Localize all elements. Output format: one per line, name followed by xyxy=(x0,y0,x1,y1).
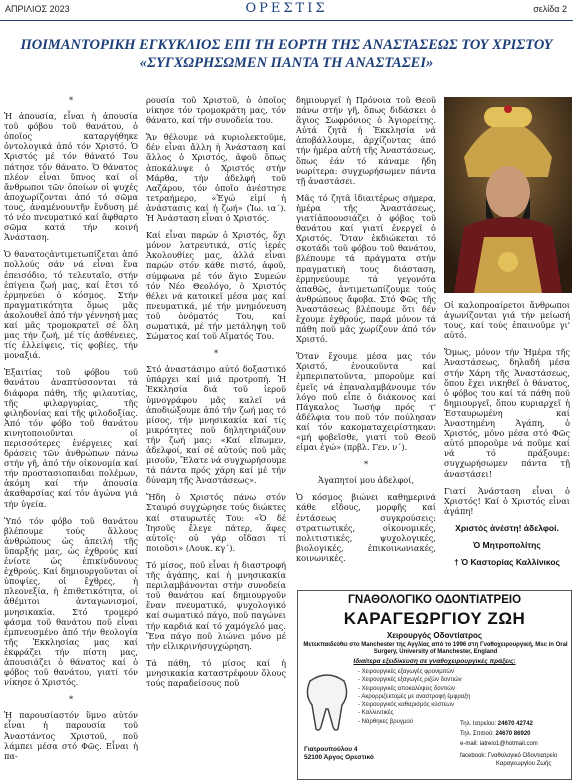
facebook-line1: Γναθολογικό Οδοντιατρείο xyxy=(487,753,558,759)
ad-facebook xyxy=(460,753,557,768)
ad-address xyxy=(304,746,374,762)
paragraph: Ἐξαιτίας τοῦ φόβου τοῦ θανάτου ἀναπτύσσονται τά διάφορα πάθη, τῆς φιλαυτίας, τῆς φιλαργυρίας, τῆς φιληδονίας καί τῆς φιλοδοξίας. Ἀπό τόν φόβο τοῦ θανάτου κινητοποιοῦνται οἱ περισσότερες ἐνέργειες καί δράσεις τῶν ἀνθρώπων πάνω στήν γῆ, ἀπό τήν οἰκονομία καί τήν προστασιοπαιδαι πολέμων, ἀκόμη καί τήν ἀπουσία ἀκαθαρσίας καί τόν ἀγώνα γιά τήν ὑγεία. xyxy=(4,367,138,509)
tel-label: Τηλ. Ιατρείου: xyxy=(460,721,497,727)
paragraph: Ὅμως, μόνον τήν Ἡμέρα τῆς Ἀναστάσεως, δηλαδή μέσα στήν Χάρη τῆς Ἀναστάσεως, ὅπου ἔχει νικηθεῖ ὁ θάνατος, ὁ φόβος του καί τά πάθη ποῦ δημιουργεῖ, ὅπου κυριαρχεῖ ἡ Ἐσταυρωμένη καί Ἀναστημένη Ἀγάπη, ὁ Χριστός, μόνο μέσα στό Φῶς αὐτό μποροῦμε νά ποῦμε καί νά τό πράξουμε: συγχωρήσωμεν πάντα τῇ ἀναστάσει! xyxy=(444,347,570,479)
list-item: - Χειρουργικές εξαγωγές ριζών δοντιών xyxy=(358,677,462,684)
bishop-photo xyxy=(444,97,572,293)
section-star: * xyxy=(363,459,369,470)
paragraph: Ἤδη ὁ Χριστός πάνω στόν Σταυρό συγχώρησε τούς διώκτες καί σταυρωτές Του: «Ὁ δέ Ἰησοῦς ἔλεγε πάτερ, ἄφες αὐτοῖς· οὐ γάρ οἴδασι τί ποιοῦσι» (Λουκ. κγ΄). xyxy=(146,492,286,553)
paragraph: Ὅταν ἔχουμε μέσα μας τόν Χριστό, ἑνοικοῦντα καί ἐμπεριπατοῦντα, μποροῦμε καί ἐμεῖς νά ἐπαναλαμβάνουμε τόν λόγο ποῦ εἶπε ὁ διάκονος καί Πάγκαλος Ἰωσήφ πρός τ' ἀδέλφια του ποῦ τόν πούλησαν καί τόν κακοματαχειρίστηκαν: «μή φοβεῖσθε, γιατί τοῦ Θεοῦ εἰμαι ἐγώ» (πρβλ. Γεν. ν΄). xyxy=(296,351,436,453)
paragraph: Ἡ παρουσίαστόν ὕμνο αὐτόν εἶναι ἡ παρουσία τοῦ Ἀναστάντος Χριστοῦ, ποῦ λάμπει μέσα στό Φῶς. Εἶναι ἡ πα- xyxy=(4,710,138,761)
signature-name: † Ὁ Καστορίας Καλλίνικος xyxy=(454,557,560,568)
section-star: * xyxy=(68,95,74,105)
ad-specialty: Ιδιαίτερα εξειδίκευση σε γναθοχειρουργικές πράξεις: xyxy=(353,658,516,665)
list-item: - Χειρουργικός καθαρισμός κύστεων xyxy=(358,702,454,709)
address-line2: 52100 Άργος Ορεστικό xyxy=(304,754,374,761)
paragraph: Καί εἶναι παρών ὁ Χριστός, ὄχι μόνον λατρευτικά, στίς ἱερές Ἀκολουθίες μας, ἀλλά εἶναι παρών στόν κάθε πιστό, ἀφοῦ, σύμφωνα μέ τόν ἅγιο Συμεών τόν Νέο Θεολόγο, ὁ Χριστός θέλει νά κατοικεῖ μέσα μας καί πνευματικά, μέ τήν μνημόνευση τοῦ ὀνόματός Του, καί σωματικά, μέ τήν μετάληψη τοῦ Σώματος καί τοῦ Αἵματός Του. xyxy=(146,230,286,342)
list-item: - Ακρορριζεκτομές με αναστροφή έμφραξη xyxy=(358,693,471,700)
column-1 xyxy=(4,95,138,768)
article-title: ΠΟΙΜΑΝΤΟΡΙΚΗ ΕΓΚΥΚΛΙΟΣ ΕΠΙ ΤΗ ΕΟΡΤΗ ΤΗΣ ΑΝΑΣΤΑΣΕΩΣ ΤΟΥ ΧΡΙΣΤΟΥ «ΣΥΓΧΩΡΗΣΩΜΕΝ ΠΑΝΤΑ ΤΗ ΑΝΑΣΤΑΣΕΙ» xyxy=(20,37,553,71)
masthead: ΟΡΕΣΤΙΣ xyxy=(245,1,328,16)
issue-date: ΑΠΡΙΛΙΟΣ 2023 xyxy=(5,4,70,14)
list-item: - Νάρθηκες βρυγμού xyxy=(358,718,414,725)
paragraph: Ἡ ἀπουσία, εἶναι ἡ ἀπουσία τοῦ φόβου τοῦ θανάτου, ὁ ὁποῖος καταργήθηκε ὀντολογικά ἀπό τόν Χριστό. Ὁ Χριστός μέ τόν θάνατό Του πάτησε τόν θάνατο. Ὁ θάνατος πλέον εἶναι ὕπνος καί οἱ ἄνθρωποι τῶν ὁποίων οἱ ψυχές ἀποχωρίζονται ἀπό τό σῶμα τους, ἀναμένουντῆν ἔνδυση μέ τό νέο πνευματικό καί ἄφθαρτο σῶμα κατά τήν κοινή Ἀνάσταση. xyxy=(4,111,138,243)
paragraph: Ἄν θέλουμε νά κυριολεκτοῦμε, δέν εἶναι ἄλλη ἡ Ἀνάσταση καί ἄλλος ὁ Χριστός, ἀφοῦ ὅπως ἀποκάλυψε ὁ Χριστός στήν Μάρθα, τήν ἀδελφή τοῦ Λαζάρου, τόν ὁποῖο ἀνέστησε τετραήμερο, «Ἐγώ εἰμί ἡ ἀνάστασις καί ἡ ζωή» (Ἰω. ια΄). Ἡ Ἀνάσταση εἶναι ὁ Χριστός. xyxy=(146,132,286,224)
ad-clinic-name: ΓΝΑΘΟΛΟΓΙΚΟ ΟΔΟΝΤΙΑΤΡΕΙΟ xyxy=(347,594,522,606)
list-item: - Καλλυντικές xyxy=(358,710,394,717)
column-4 xyxy=(444,300,570,574)
paragraph: Στό ἀναστάσιμο αὐτό δοξαστικό ὑπάρχει καί μιά προτροπή. Ἡ Ἐκκλησία διά τοῦ ἱεροῦ ὑμνογράφου μᾶς καλεῖ νά ἀποδιώξουμε ἀπό τήν ζωή μας τό μίσος, τήν μνησικακία καί τίς μικρότητες ποῦ δηλητηριάζουν τήν ζωή μας: «Καί εἴπωμεν, ἀδελφοί, καί σέ αὐτούς ποῦ μᾶς μισοῦν, Ἔλατε νά συγχωρήσουμε τά πάντα πρός χάρη καί μέ τήν δύναμη τῆς Ἀναστάσεως». xyxy=(146,364,286,486)
ad-contact xyxy=(460,719,538,749)
paragraph: Ὑπό τόν φόβο τοῦ θανάτου βλέπουμε τούς ἄλλους ἀνθρώπους ὡς ἀπειλή τῆς ὕπαρξής μας, ὡς ἐχθρούς καί ἐνίοτε ὡς ἐπικίνδυνους ἐχθρούς. Καί δημιουργοῦνται οἱ ὑποψίες, οἱ ἔχθρες, ἡ πλεονεξία, ἡ ἐπιθετικότητα, οἱ ἀθέμιτοι ἀνταγωνισμοί, μνησικακία. Στό τρομερό φάσμα τοῦ θανάτου ποῦ εἶναι ἐμπνευσμένο ἀπό τήν θεολογία τῆς Ἐκκλησίας μας καί ἐκφράζει τήν πίστη μας, ἀπουσιάζει ὁ θάνατος καί ὁ φόβος τοῦ θανάτου, γιατί τόν νίκησε ὁ Χριστός. xyxy=(4,515,138,688)
paragraph: Ὁ κόσμος βιώνει καθημερινά κάθε εἴδους, μορφῆς καί ἐντάσεως συγκρούσεις: στρατιωτικές, οἰκονομικές, πολιτιστικές, ψυχολογικές, βιολογικές, ἐπικοινωνιακές, κοινωνικές. xyxy=(296,492,436,563)
signature-title: Ὁ Μητροπολίτης xyxy=(473,539,541,550)
dental-ad xyxy=(297,590,572,780)
paragraph: Μᾶς τό ζητᾶ ἰδιαιτέρως σήμερα, ἡμέρα τῆς Ἀναστάσεως, γιατίἀποουσιάζει ὁ φόβος τοῦ θανάτου καί γιατί ἐνεργεῖ ὁ Χριστός. Ὅταν ἐκδιώκεται τό σκοτάδι τοῦ φόβου τοῦ θανάτου, βλέπουμε τά πράγματα στήν πραγματική τους διάσταση, ἑρμηνεύουμε τά γεγονότα ἀπαθῶς, ἀντιμετωπίζουμε τούς ἀνθρώπους ἄφοβα. Στό Φῶς τῆς Ἀναστάσεως βλέπουμε ὅτι δέν ἔχουμε ἐχθρούς, παρά μόνον τά πάθη ποῦ μᾶς χωρίζουν ἀπό τόν Χριστό. xyxy=(296,192,436,345)
tooth-icon xyxy=(304,671,350,733)
closing-greeting: Χριστός ἀνέστη! ἀδελφοί. xyxy=(455,522,559,533)
list-item: - Χειρουργικές αποκαλύψεις δοντιών xyxy=(358,685,455,692)
section-star: * xyxy=(213,348,219,359)
services-list xyxy=(358,668,470,726)
list-item: - Χειρουργικές εξαγωγές φρονιμιτών xyxy=(358,669,455,675)
paragraph: Τό μίσος, ποῦ εἶναι ἡ διαστροφή τῆς ἀγάπης, καί ἡ μνησικακία περιλαμβάνονται στήν συνοδεία τοῦ θανάτου καί δημιουργοῦν ἕναν πνευματικό, ψυχολογικό καί σωματικό πάγο, ποῦ παγώνει τήν καρδιά καί τό χαμόγελό μας. Ἕνα πάγο ποῦ λιώνει μόνο μέ τήν εἰλικρινήσυγχώρηση. xyxy=(146,559,286,651)
paragraph: Οἱ καλοπροαίρετοι ἄνθρωποι ἀγωνίζονται γιά τήν μείωσή τους, καί τούς ἐπαινοῦμε γι' αὐτό. xyxy=(444,300,570,341)
ad-role: Χειρουργός Οδοντίατρος xyxy=(386,631,483,640)
column-3 xyxy=(296,95,436,570)
address-line1: Γιατρουπούλου 4 xyxy=(304,746,358,753)
facebook-line2: Καραγεωργίου Ζωής xyxy=(496,760,552,767)
column-2 xyxy=(146,95,286,695)
paragraph: ρουσία τοῦ Χριστοῦ, ὁ ὁποῖος νίκησε τόν τρομοκράτη μας, τόν θάνατο, καί τήν συνοδεία του. xyxy=(146,95,286,126)
paragraph: Τά πάθη, τό μίσος καί ἡ μνησικακία καταστρέφουν ὅλους τούς παραδείσους ποῦ xyxy=(146,657,286,688)
paragraph: Ὁ θανατοςἀντιμετωπίζεται ἀπό πολλούς σάν νά εἶναι ἕνα ἐπεισόδιο, τό τελευταῖο, στήν ἐπίγεια ζωή μας, καί ἔτσι τό ἑρμηνεύει ὁ κόσμος. Στήν πραγματικότητα ὅμως μᾶς ἀκολουθεῖ ἀπό τήν γέννησή μας καί μᾶς τρομοκρατεῖ σέ ὅλη μας τήν ζωή, μέ τίς ἀσθένειες, τίς ἐλλείψεις, τίς φοβίες, τήν μοναξιά. xyxy=(4,249,138,361)
home-label: Τηλ. Σπιτιού: xyxy=(460,731,494,737)
paragraph: δημιουργεῖ ἡ Πρόνοια τοῦ Θεοῦ πάνω στήν γῆ, ὅπως διδάσκει ὁ ἅγιος Σωφρόνιος ὁ Ἁγιορείτης. Αὐτά ζητᾶ ἡ Ἐκκλησία νά ἀποβάλλουμε, ἀρχίζοντας ἀπό τήν ἡμέρα αὐτή τῆς Ἀναστάσεως, ὅπως ἐάν τό κάναμε ἤδη νωρίτερα: συγχωρήσωμεν πάντα τῇ ἀναστάσει. xyxy=(296,95,436,186)
ad-doctor-name: ΚΑΡΑΓΕΩΡΓΙΟΥ ΖΩΗ xyxy=(343,609,526,628)
facebook-label: facebook: xyxy=(460,753,487,759)
tel-value: 24670 42742 xyxy=(497,721,533,727)
page-header xyxy=(0,0,573,21)
section-star: * xyxy=(68,694,74,705)
paragraph: Ἀγαπητοί μου ἀδελφοί, xyxy=(317,475,415,486)
email-label: e-mail: xyxy=(460,741,479,747)
page-number: σελίδα 2 xyxy=(533,4,567,14)
ad-description: Μετεκπαιδεύθει στο Manchester της Αγγλίας από το 1996 στη Γναθοχειρουργική, Msc in Oral Surgery, University of Manchester, England xyxy=(303,642,568,655)
home-value: 24670 86920 xyxy=(495,731,531,737)
email-value: iatreio1@hotmail.com xyxy=(479,741,538,747)
paragraph: Γιατί Ἀνάσταση εἶναι ὁ Χριστός! Καί ὁ Χριστός εἶναι ἀγάπη! xyxy=(444,485,570,516)
